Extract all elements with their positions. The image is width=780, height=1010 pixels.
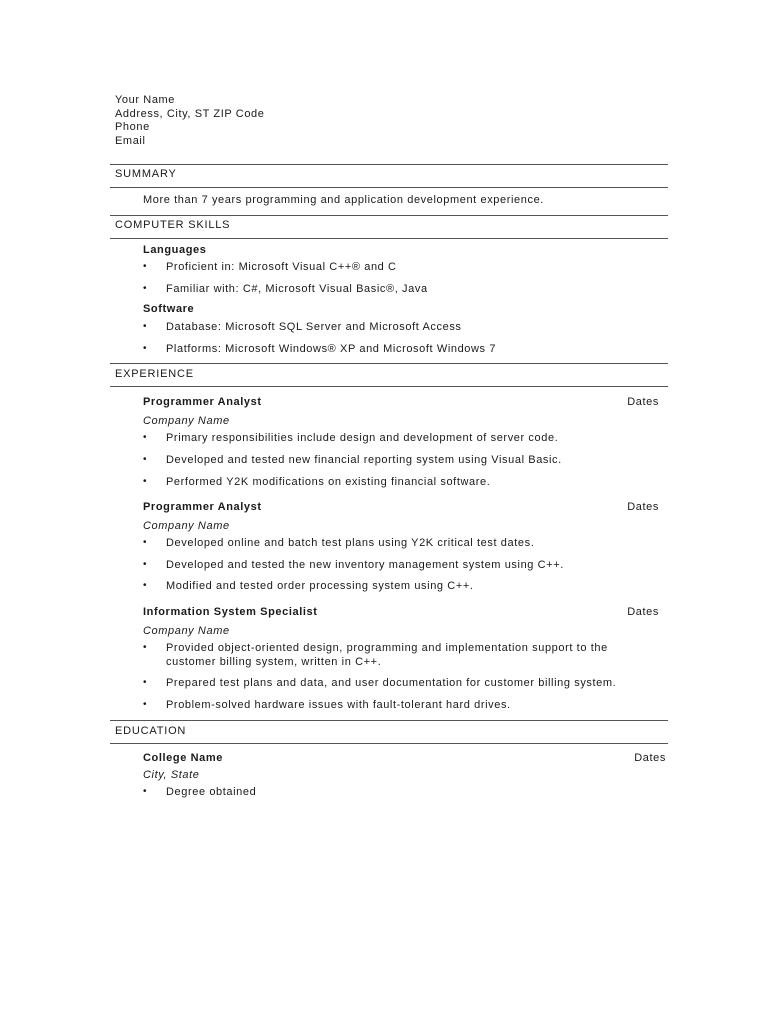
summary-heading: SUMMARY — [115, 168, 177, 180]
job-item: Primary responsibilities include design and development of server code. — [166, 432, 559, 444]
bullet-icon: • — [143, 537, 148, 548]
section-divider — [110, 164, 668, 165]
contact-email: Email — [115, 134, 146, 147]
section-divider — [110, 187, 668, 188]
bullet-icon: • — [143, 261, 148, 272]
job-title: Information System Specialist — [143, 606, 318, 618]
bullet-icon: • — [143, 699, 148, 710]
education-dates: Dates — [634, 752, 666, 764]
job-title: Programmer Analyst — [143, 396, 262, 408]
section-divider — [110, 720, 668, 721]
job-item: Developed and tested the new inventory management system using C++. — [166, 559, 564, 571]
education-heading: EDUCATION — [115, 725, 187, 737]
contact-phone: Phone — [115, 121, 150, 133]
job-dates: Dates — [627, 606, 659, 618]
education-school: College Name — [143, 752, 223, 764]
job-item: Performed Y2K modifications on existing financial software. — [166, 476, 491, 488]
bullet-icon: • — [143, 580, 148, 591]
bullet-icon: • — [143, 432, 148, 443]
skills-item: Familiar with: C#, Microsoft Visual Basic®, Java — [166, 283, 428, 295]
skills-item: Platforms: Microsoft Windows® XP and Microsoft Windows 7 — [166, 343, 497, 355]
section-divider — [110, 743, 668, 744]
section-divider — [110, 238, 668, 239]
bullet-icon: • — [143, 476, 148, 487]
skills-group-title: Languages — [143, 244, 207, 256]
education-item: Degree obtained — [166, 786, 257, 798]
section-divider — [110, 363, 668, 364]
job-company: Company Name — [143, 625, 230, 637]
bullet-icon: • — [143, 283, 148, 294]
bullet-icon: • — [143, 642, 148, 653]
bullet-icon: • — [143, 559, 148, 570]
job-item: Modified and tested order processing system using C++. — [166, 580, 474, 592]
bullet-icon: • — [143, 786, 148, 797]
skills-item: Proficient in: Microsoft Visual C++® and C — [166, 261, 397, 273]
contact-address: Address, City, ST ZIP Code — [115, 107, 265, 120]
job-item: Developed and tested new financial reporting system using Visual Basic. — [166, 454, 562, 466]
skills-group-title: Software — [143, 303, 195, 315]
job-company: Company Name — [143, 415, 230, 427]
education-location: City, State — [143, 769, 200, 781]
experience-heading: EXPERIENCE — [115, 368, 194, 380]
summary-text: More than 7 years programming and application development experience. — [143, 194, 544, 206]
bullet-icon: • — [143, 454, 148, 465]
skills-item: Database: Microsoft SQL Server and Microsoft Access — [166, 321, 462, 333]
job-item: Problem-solved hardware issues with fault-tolerant hard drives. — [166, 699, 511, 711]
bullet-icon: • — [143, 343, 148, 354]
bullet-icon: • — [143, 321, 148, 332]
job-item: Developed online and batch test plans using Y2K critical test dates. — [166, 537, 535, 549]
job-company: Company Name — [143, 520, 230, 532]
job-item: Prepared test plans and data, and user documentation for customer billing system. — [166, 677, 617, 689]
section-divider — [110, 215, 668, 216]
contact-name: Your Name — [115, 94, 176, 106]
job-title: Programmer Analyst — [143, 501, 262, 513]
job-dates: Dates — [627, 501, 659, 513]
contact-block — [115, 94, 265, 148]
bullet-icon: • — [143, 677, 148, 688]
skills-heading: COMPUTER SKILLS — [115, 219, 231, 231]
job-item: Provided object-oriented design, programming and implementation support to the customer billing system, written in C++. — [166, 642, 608, 668]
job-dates: Dates — [627, 396, 659, 408]
section-divider — [110, 386, 668, 387]
